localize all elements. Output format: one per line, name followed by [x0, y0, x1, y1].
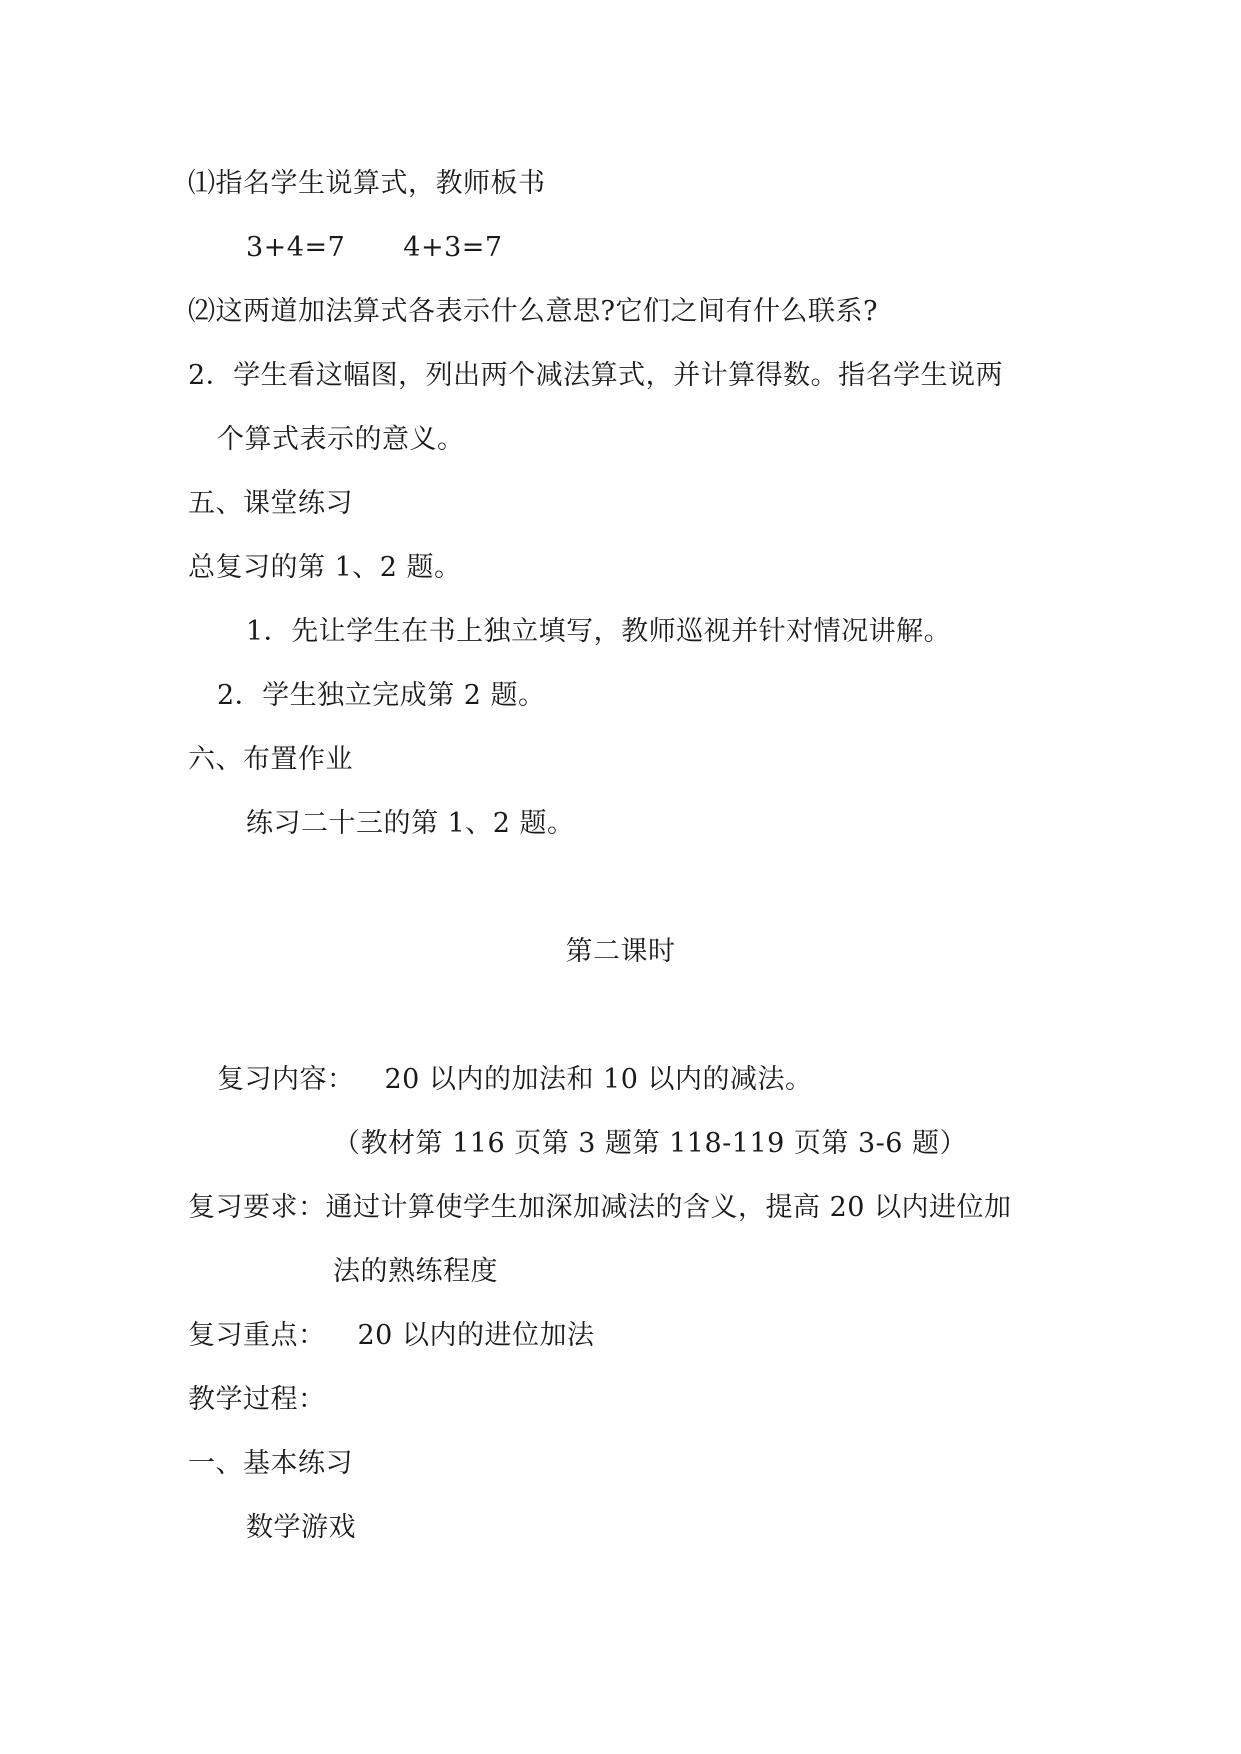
teaching-process-heading: [188, 1382, 326, 1418]
section-five-heading: [188, 486, 353, 522]
review-focus-line: [188, 1318, 594, 1354]
textbook-reference-text: （教材第 116 页第 3 题第 118-119 页第 3-6 题）: [333, 1128, 968, 1159]
lesson-title-text: 第二课时: [565, 936, 676, 967]
section-six-label: 六、布置作业: [188, 744, 353, 775]
step-2-text: [188, 294, 878, 330]
step-1-text: [188, 166, 546, 202]
equation-2: 4+3=7: [403, 232, 503, 263]
homework-line: [246, 806, 575, 842]
equation-1: 3+4=7: [246, 232, 346, 263]
section-five-label: 五、课堂练习: [188, 488, 353, 519]
homework-text: 练习二十三的第 1、2 题。: [246, 808, 575, 839]
step-1-label: ⑴指名学生说算式，教师板书: [188, 168, 546, 199]
math-game-text: 数学游戏: [246, 1512, 356, 1543]
lesson-title: [0, 934, 1241, 970]
practice-item-1: [246, 614, 951, 650]
teaching-process-label: 教学过程：: [188, 1384, 326, 1415]
equations-line: [246, 230, 503, 266]
item-2-text-2: 个算式表示的意义。: [217, 424, 465, 455]
item-2-line-2: [217, 422, 465, 458]
section-one-heading: [188, 1446, 353, 1482]
review-requirement-value: 通过计算使学生加深加减法的含义，提高 20 以内进位加: [325, 1192, 1012, 1223]
practice-item-2-text: 2．学生独立完成第 2 题。: [217, 680, 546, 711]
practice-item-2: [217, 678, 546, 714]
item-2-line-1: [188, 358, 1003, 394]
review-content-line: [217, 1062, 812, 1098]
section-six-heading: [188, 742, 353, 778]
review-requirement-label: 复习要求：: [188, 1192, 326, 1223]
item-2-text-1: 2．学生看这幅图，列出两个减法算式，并计算得数。指名学生说两: [188, 360, 1004, 391]
review-content-label: 复习内容：: [217, 1064, 355, 1095]
review-content-value: 20 以内的加法和 10 以内的减法。: [384, 1064, 813, 1095]
review-requirement-continued: [333, 1254, 498, 1290]
step-2-label: ⑵这两道加法算式各表示什么意思?它们之间有什么联系?: [188, 296, 878, 327]
review-focus-label: 复习重点：: [188, 1320, 326, 1351]
math-game-line: [246, 1510, 356, 1546]
review-exercise-line: [188, 550, 462, 586]
review-exercise-text: 总复习的第 1、2 题。: [188, 552, 462, 583]
practice-item-1-text: 1．先让学生在书上独立填写，教师巡视并针对情况讲解。: [246, 616, 952, 647]
section-one-label: 一、基本练习: [188, 1448, 353, 1479]
textbook-reference-line: [333, 1126, 967, 1162]
review-focus-value: 20 以内的进位加法: [357, 1320, 595, 1351]
review-requirement-line: [188, 1190, 1012, 1226]
review-requirement-continued-text: 法的熟练程度: [333, 1256, 498, 1287]
